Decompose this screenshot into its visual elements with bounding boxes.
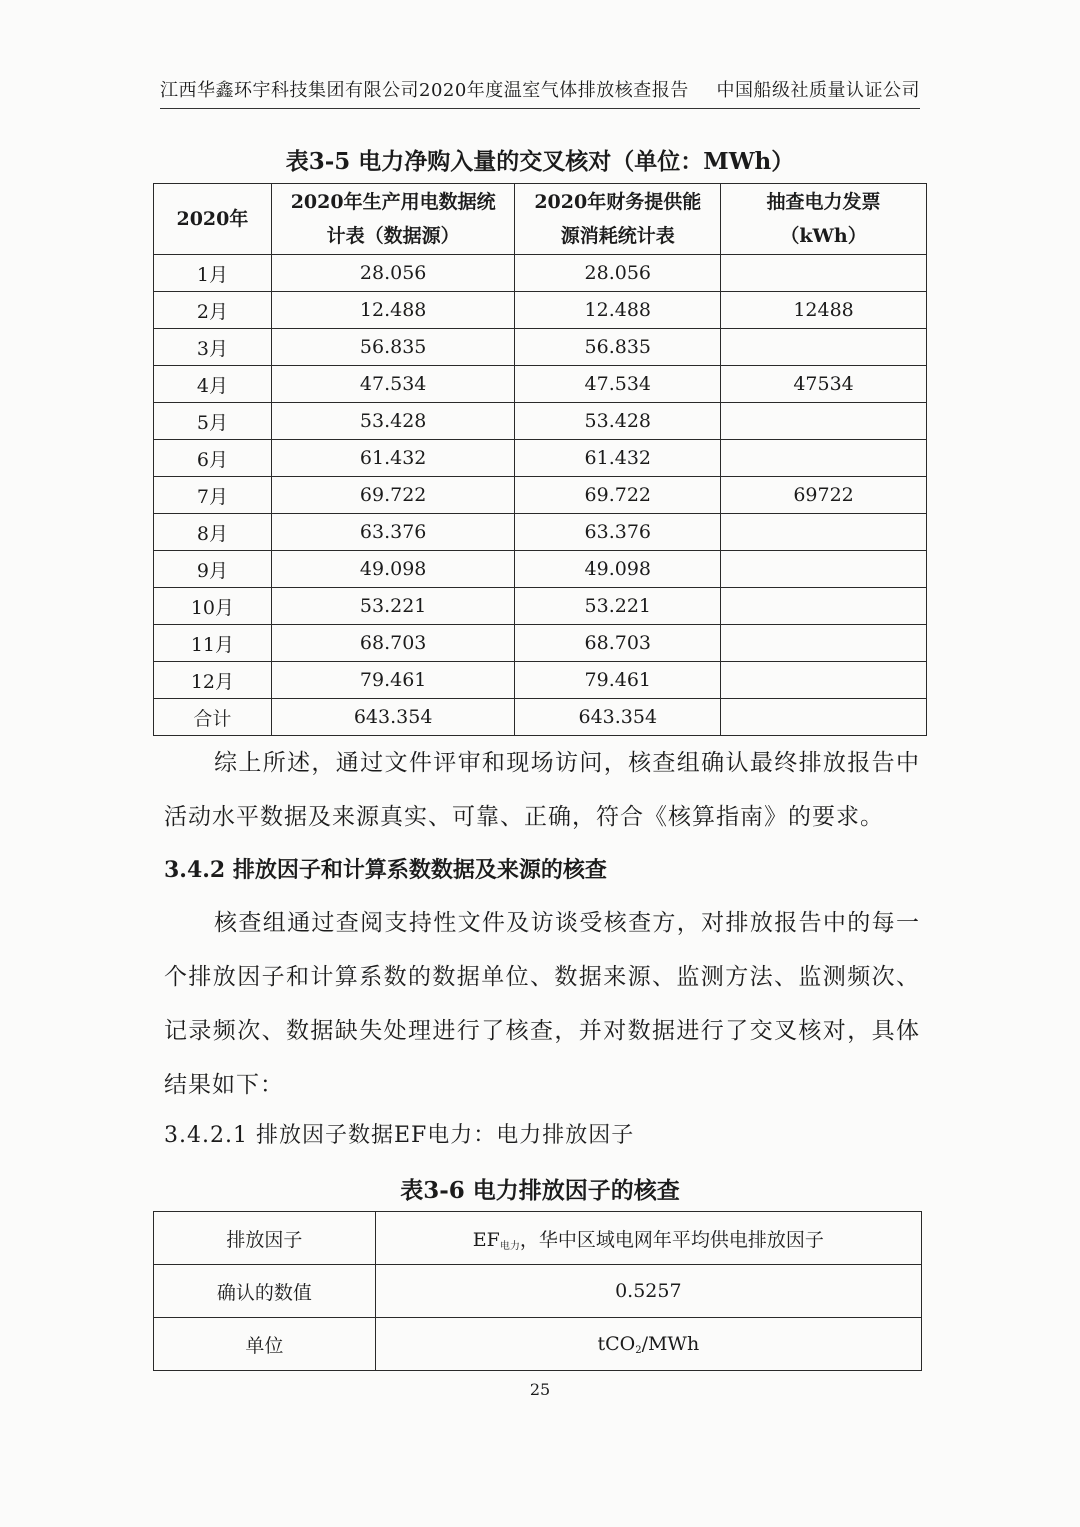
production-value-cell: 79.461	[271, 662, 515, 699]
table-row	[154, 477, 927, 514]
table-row	[154, 403, 927, 440]
finance-value-cell: 53.428	[515, 403, 721, 440]
invoice-value-cell	[721, 662, 927, 699]
month-cell: 2月	[154, 292, 272, 329]
production-value-cell: 28.056	[271, 255, 515, 292]
finance-value-cell: 47.534	[515, 366, 721, 403]
header-finance-data: 2020年财务提供能源消耗统计表	[515, 184, 721, 255]
table-row	[154, 551, 927, 588]
month-cell: 12月	[154, 662, 272, 699]
month-cell: 6月	[154, 440, 272, 477]
emission-factor-label: 排放因子	[154, 1212, 376, 1265]
table-row	[154, 1212, 922, 1265]
table-caption-3-5: 表3-5 电力净购入量的交叉核对（单位：MWh）	[285, 148, 795, 175]
production-value-cell: 68.703	[271, 625, 515, 662]
table-row	[154, 329, 927, 366]
invoice-value-cell	[721, 625, 927, 662]
production-value-cell: 49.098	[271, 551, 515, 588]
conclusion-paragraph: 综上所述，通过文件评审和现场访问，核查组确认最终排放报告中活动水平数据及来源真实、可靠、正确，符合《核算指南》的要求。	[164, 750, 920, 830]
month-cell: 8月	[154, 514, 272, 551]
page-number: 25	[529, 1380, 551, 1399]
table-row	[154, 255, 927, 292]
emission-factor-table	[153, 1211, 922, 1371]
table-body	[154, 255, 927, 736]
header-year: 2020年	[154, 184, 272, 255]
table-row	[154, 699, 927, 736]
finance-value-cell: 53.221	[515, 588, 721, 625]
invoice-value-cell	[721, 255, 927, 292]
confirmed-value: 0.5257	[375, 1265, 921, 1318]
subscript: 电力	[499, 1240, 520, 1252]
production-value-cell: 61.432	[271, 440, 515, 477]
month-cell: 5月	[154, 403, 272, 440]
production-value-cell: 53.428	[271, 403, 515, 440]
invoice-value-cell: 12488	[721, 292, 927, 329]
production-value-cell: 56.835	[271, 329, 515, 366]
invoice-value-cell	[721, 440, 927, 477]
table-row	[154, 292, 927, 329]
finance-value-cell: 12.488	[515, 292, 721, 329]
production-value-cell: 69.722	[271, 477, 515, 514]
unit-value: tCO$_2$/MWh	[375, 1318, 921, 1371]
production-value-cell: 12.488	[271, 292, 515, 329]
table-row	[154, 514, 927, 551]
electricity-cross-check-table	[153, 183, 927, 736]
month-cell: 合计	[154, 699, 272, 736]
production-value-cell: 63.376	[271, 514, 515, 551]
production-value-cell: 47.534	[271, 366, 515, 403]
finance-value-cell: 28.056	[515, 255, 721, 292]
table-row	[154, 1265, 922, 1318]
finance-value-cell: 63.376	[515, 514, 721, 551]
month-cell: 7月	[154, 477, 272, 514]
section-heading-3-4-2: 3.4.2 排放因子和计算系数数据及来源的核查	[164, 857, 607, 883]
subsection-heading-3-4-2-1: 3.4.2.1 排放因子数据EF电力：电力排放因子	[164, 1123, 635, 1148]
invoice-value-cell	[721, 699, 927, 736]
finance-value-cell: 61.432	[515, 440, 721, 477]
production-value-cell: 53.221	[271, 588, 515, 625]
invoice-value-cell	[721, 551, 927, 588]
finance-value-cell: 643.354	[515, 699, 721, 736]
table-row	[154, 366, 927, 403]
table-caption-3-6: 表3-6 电力排放因子的核查	[400, 1177, 680, 1204]
subscript: 2	[635, 1344, 642, 1356]
header-production-data: 2020年生产用电数据统计表（数据源）	[271, 184, 515, 255]
confirmed-value-label: 确认的数值	[154, 1265, 376, 1318]
emission-factor-value: $EF_{电力}$，华中区域电网年平均供电排放因子	[375, 1212, 921, 1265]
verification-paragraph: 核查组通过查阅支持性文件及访谈受核查方，对排放报告中的每一个排放因子和计算系数的数据单位、数据来源、监测方法、监测频次、记录频次、数据缺失处理进行了核查，并对数据进行了交叉核对，具体结果如下：	[164, 910, 920, 1098]
table-header-row	[154, 184, 927, 255]
header-invoice-check: 抽查电力发票（kWh）	[721, 184, 927, 255]
table-row	[154, 1318, 922, 1371]
table-row	[154, 440, 927, 477]
finance-value-cell: 49.098	[515, 551, 721, 588]
page-header	[160, 76, 920, 109]
month-cell: 3月	[154, 329, 272, 366]
header-certifier: 中国船级社质量认证公司	[716, 80, 920, 101]
finance-value-cell: 79.461	[515, 662, 721, 699]
table-row	[154, 625, 927, 662]
production-value-cell: 643.354	[271, 699, 515, 736]
table-row	[154, 588, 927, 625]
month-cell: 1月	[154, 255, 272, 292]
invoice-value-cell: 69722	[721, 477, 927, 514]
invoice-value-cell: 47534	[721, 366, 927, 403]
table-row	[154, 662, 927, 699]
month-cell: 11月	[154, 625, 272, 662]
finance-value-cell: 56.835	[515, 329, 721, 366]
header-report-title: 江西华鑫环宇科技集团有限公司2020年度温室气体排放核查报告	[160, 80, 689, 101]
month-cell: 10月	[154, 588, 272, 625]
invoice-value-cell	[721, 403, 927, 440]
finance-value-cell: 69.722	[515, 477, 721, 514]
unit-label: 单位	[154, 1318, 376, 1371]
invoice-value-cell	[721, 329, 927, 366]
invoice-value-cell	[721, 588, 927, 625]
invoice-value-cell	[721, 514, 927, 551]
month-cell: 4月	[154, 366, 272, 403]
finance-value-cell: 68.703	[515, 625, 721, 662]
month-cell: 9月	[154, 551, 272, 588]
